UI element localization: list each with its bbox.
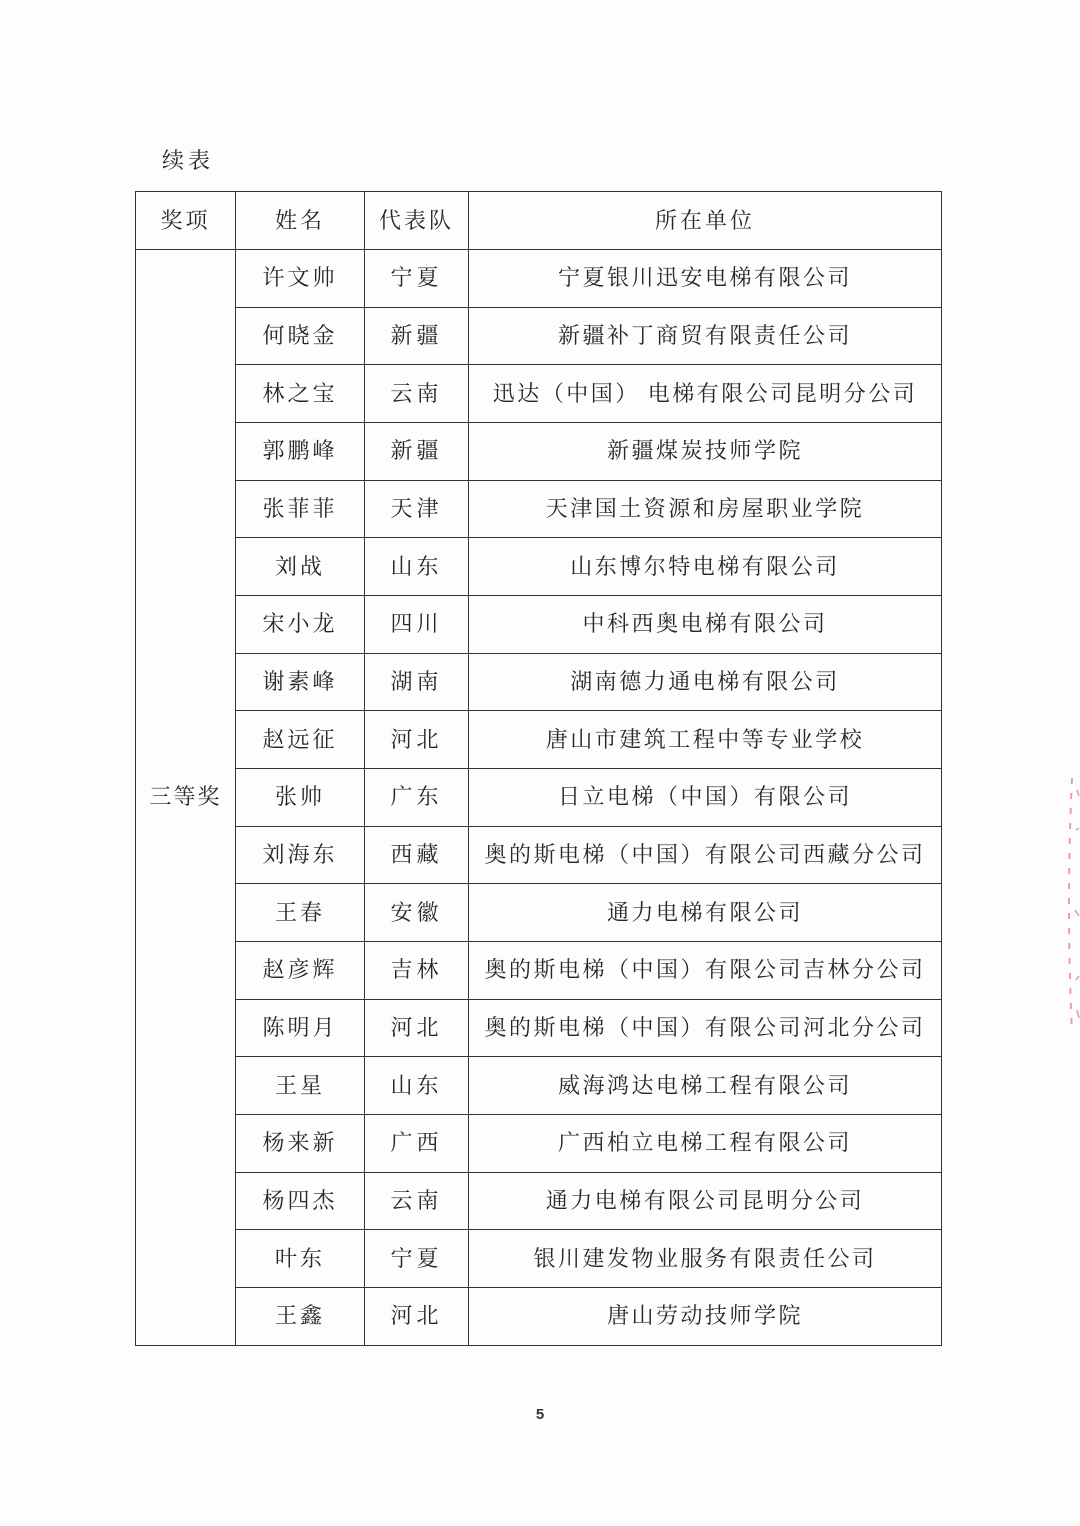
team-cell: 河北 — [365, 999, 469, 1057]
table-row — [136, 884, 942, 942]
unit-cell: 山东博尔特电梯有限公司 — [469, 538, 942, 596]
name-cell: 宋小龙 — [236, 596, 365, 654]
team-cell: 河北 — [365, 711, 469, 769]
unit-cell: 通力电梯有限公司昆明分公司 — [469, 1172, 942, 1230]
table-row — [136, 942, 942, 1000]
table-row — [136, 538, 942, 596]
award-cell: 三等奖 — [136, 250, 236, 1346]
table-row — [136, 1115, 942, 1173]
page-number: 5 — [535, 1406, 545, 1423]
unit-cell: 奥的斯电梯（中国）有限公司吉林分公司 — [469, 942, 942, 1000]
unit-cell: 威海鸿达电梯工程有限公司 — [469, 1057, 942, 1115]
table-row — [136, 596, 942, 654]
table-row — [136, 769, 942, 827]
name-cell: 赵远征 — [236, 711, 365, 769]
table-header-row — [136, 192, 942, 250]
header-name: 姓名 — [236, 192, 365, 250]
unit-cell: 迅达（中国） 电梯有限公司昆明分公司 — [469, 365, 942, 423]
team-cell: 四川 — [365, 596, 469, 654]
team-cell: 山东 — [365, 1057, 469, 1115]
unit-cell: 宁夏银川迅安电梯有限公司 — [469, 250, 942, 308]
header-team: 代表队 — [365, 192, 469, 250]
table-row — [136, 1172, 942, 1230]
table-row — [136, 365, 942, 423]
unit-cell: 新疆煤炭技师学院 — [469, 423, 942, 481]
table-row — [136, 250, 942, 308]
name-cell: 郭鹏峰 — [236, 423, 365, 481]
team-cell: 天津 — [365, 480, 469, 538]
team-cell: 新疆 — [365, 307, 469, 365]
team-cell: 河北 — [365, 1288, 469, 1346]
unit-cell: 奥的斯电梯（中国）有限公司西藏分公司 — [469, 826, 942, 884]
name-cell: 叶东 — [236, 1230, 365, 1288]
name-cell: 杨来新 — [236, 1115, 365, 1173]
name-cell: 张帅 — [236, 769, 365, 827]
name-cell: 刘海东 — [236, 826, 365, 884]
unit-cell: 湖南德力通电梯有限公司 — [469, 653, 942, 711]
name-cell: 刘战 — [236, 538, 365, 596]
unit-cell: 日立电梯（中国）有限公司 — [469, 769, 942, 827]
name-cell: 陈明月 — [236, 999, 365, 1057]
team-cell: 新疆 — [365, 423, 469, 481]
unit-cell: 广西柏立电梯工程有限公司 — [469, 1115, 942, 1173]
table-row — [136, 423, 942, 481]
unit-cell: 银川建发物业服务有限责任公司 — [469, 1230, 942, 1288]
team-cell: 云南 — [365, 365, 469, 423]
table-row — [136, 1057, 942, 1115]
name-cell: 许文帅 — [236, 250, 365, 308]
unit-cell: 唐山劳动技师学院 — [469, 1288, 942, 1346]
header-unit: 所在单位 — [469, 192, 942, 250]
name-cell: 王星 — [236, 1057, 365, 1115]
table-row — [136, 1288, 942, 1346]
team-cell: 宁夏 — [365, 250, 469, 308]
table-row — [136, 1230, 942, 1288]
team-cell: 安徽 — [365, 884, 469, 942]
team-cell: 云南 — [365, 1172, 469, 1230]
unit-cell: 通力电梯有限公司 — [469, 884, 942, 942]
team-cell: 吉林 — [365, 942, 469, 1000]
team-cell: 山东 — [365, 538, 469, 596]
unit-cell: 天津国土资源和房屋职业学院 — [469, 480, 942, 538]
team-cell: 广东 — [365, 769, 469, 827]
name-cell: 张菲菲 — [236, 480, 365, 538]
continuation-label: 续表 — [162, 148, 215, 173]
name-cell: 王春 — [236, 884, 365, 942]
table-row — [136, 711, 942, 769]
unit-cell: 唐山市建筑工程中等专业学校 — [469, 711, 942, 769]
team-cell: 广西 — [365, 1115, 469, 1173]
name-cell: 林之宝 — [236, 365, 365, 423]
awards-table — [135, 191, 942, 1346]
table-row — [136, 480, 942, 538]
name-cell: 王鑫 — [236, 1288, 365, 1346]
unit-cell: 中科西奥电梯有限公司 — [469, 596, 942, 654]
team-cell: 湖南 — [365, 653, 469, 711]
name-cell: 何晓金 — [236, 307, 365, 365]
team-cell: 西藏 — [365, 826, 469, 884]
table-row — [136, 307, 942, 365]
header-award: 奖项 — [136, 192, 236, 250]
team-cell: 宁夏 — [365, 1230, 469, 1288]
table-row — [136, 826, 942, 884]
table-row — [136, 653, 942, 711]
name-cell: 杨四杰 — [236, 1172, 365, 1230]
name-cell: 谢素峰 — [236, 653, 365, 711]
unit-cell: 新疆补丁商贸有限责任公司 — [469, 307, 942, 365]
unit-cell: 奥的斯电梯（中国）有限公司河北分公司 — [469, 999, 942, 1057]
seal-fragment — [1058, 770, 1080, 1040]
table-row — [136, 999, 942, 1057]
name-cell: 赵彦辉 — [236, 942, 365, 1000]
